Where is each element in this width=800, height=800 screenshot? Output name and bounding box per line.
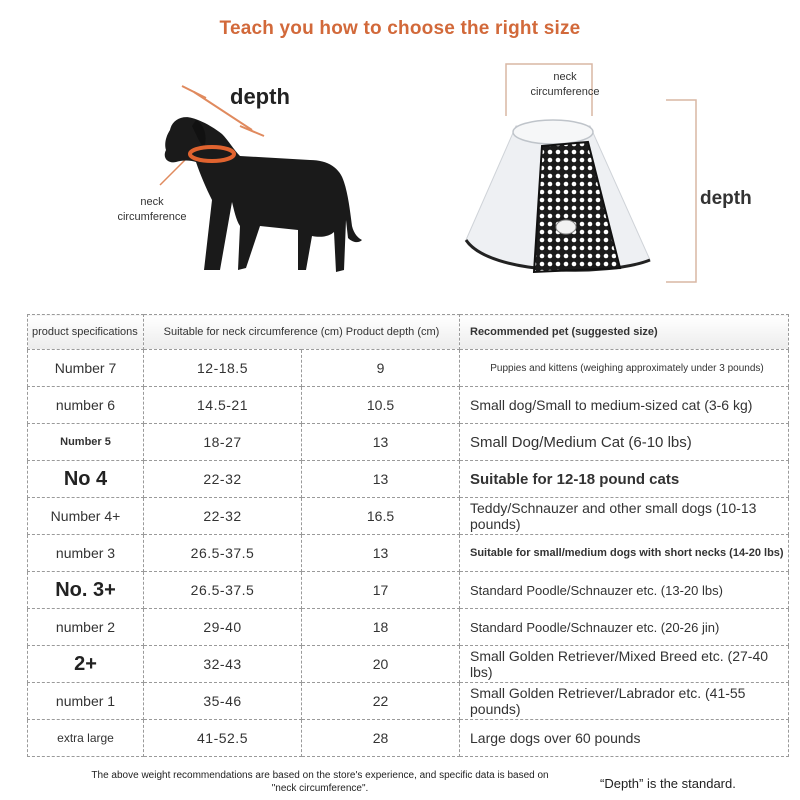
neck-cell: 41-52.5 [144,720,302,757]
pet-cell: Small Dog/Medium Cat (6-10 lbs) [460,424,789,461]
table-row [28,535,789,572]
dog-depth-label: depth [230,84,290,109]
depth-cell: 13 [302,424,460,461]
header-recommended: Recommended pet (suggested size) [460,315,789,350]
pet-cell: Small Golden Retriever/Labrador etc. (41-55 pounds) [460,683,789,720]
table-row [28,720,789,757]
depth-cell: 22 [302,683,460,720]
table-header-row [28,315,789,350]
spec-cell: No 4 [28,461,144,498]
neck-cell: 18-27 [144,424,302,461]
depth-cell: 9 [302,350,460,387]
spec-cell: number 3 [28,535,144,572]
table-row [28,646,789,683]
spec-cell: Number 7 [28,350,144,387]
neck-cell: 35-46 [144,683,302,720]
neck-cell: 12-18.5 [144,350,302,387]
dog-neck-label [112,195,192,225]
table-row [28,572,789,609]
depth-cell: 10.5 [302,387,460,424]
depth-cell: 28 [302,720,460,757]
table-row [28,424,789,461]
depth-cell: 13 [302,535,460,572]
neck-cell: 26.5-37.5 [144,535,302,572]
page-title: Teach you how to choose the right size [219,18,581,39]
spec-cell: extra large [28,720,144,757]
depth-cell: 13 [302,461,460,498]
pet-cell: Teddy/Schnauzer and other small dogs (10-13 pounds) [460,498,789,535]
spec-cell: Number 5 [28,424,144,461]
neck-cell: 14.5-21 [144,387,302,424]
pet-cell: Small dog/Small to medium-sized cat (3-6 kg) [460,387,789,424]
neck-cell: 22-32 [144,498,302,535]
spec-cell: number 1 [28,683,144,720]
cone-depth-label: depth [700,188,752,209]
depth-cell: 16.5 [302,498,460,535]
header-neck-depth: Suitable for neck circumference (cm) Product depth (cm) [144,315,460,350]
spec-cell: 2+ [28,646,144,683]
neck-cell: 29-40 [144,609,302,646]
pet-cell: Suitable for small/medium dogs with short necks (14-20 lbs) [460,535,789,572]
spec-cell: No. 3+ [28,572,144,609]
pet-cell: Large dogs over 60 pounds [460,720,789,757]
table-row [28,461,789,498]
depth-cell: 17 [302,572,460,609]
spec-cell: number 6 [28,387,144,424]
dog-neck-label-line2: circumference [117,211,187,223]
table-row [28,683,789,720]
neck-cell: 26.5-37.5 [144,572,302,609]
table-row [28,350,789,387]
neck-cell: 22-32 [144,461,302,498]
pet-cell: Puppies and kittens (weighing approximately under 3 pounds) [460,350,789,387]
header-spec: product specifications [28,315,144,350]
depth-cell: 20 [302,646,460,683]
table-row [28,387,789,424]
neck-cell: 32-43 [144,646,302,683]
size-table [27,314,789,757]
depth-cell: 18 [302,609,460,646]
spec-cell: Number 4+ [28,498,144,535]
cone-neck-label [520,70,610,100]
footer-note: The above weight recommendations are based on the store's experience, and specific data is based on "neck circumference". [91,770,549,794]
cone-neck-label-line1: neck [553,71,577,83]
dog-neck-label-line1: neck [140,196,164,208]
table-row [28,498,789,535]
table-row [28,609,789,646]
pet-cell: Standard Poodle/Schnauzer etc. (20-26 jin) [460,609,789,646]
pet-cell: Small Golden Retriever/Mixed Breed etc. (27-40 lbs) [460,646,789,683]
pet-cell: Suitable for 12-18 pound cats [460,461,789,498]
spec-cell: number 2 [28,609,144,646]
pet-cell: Standard Poodle/Schnauzer etc. (13-20 lbs) [460,572,789,609]
cone-neck-label-line2: circumference [530,86,600,98]
depth-standard-note: “Depth” is the standard. [600,776,736,791]
